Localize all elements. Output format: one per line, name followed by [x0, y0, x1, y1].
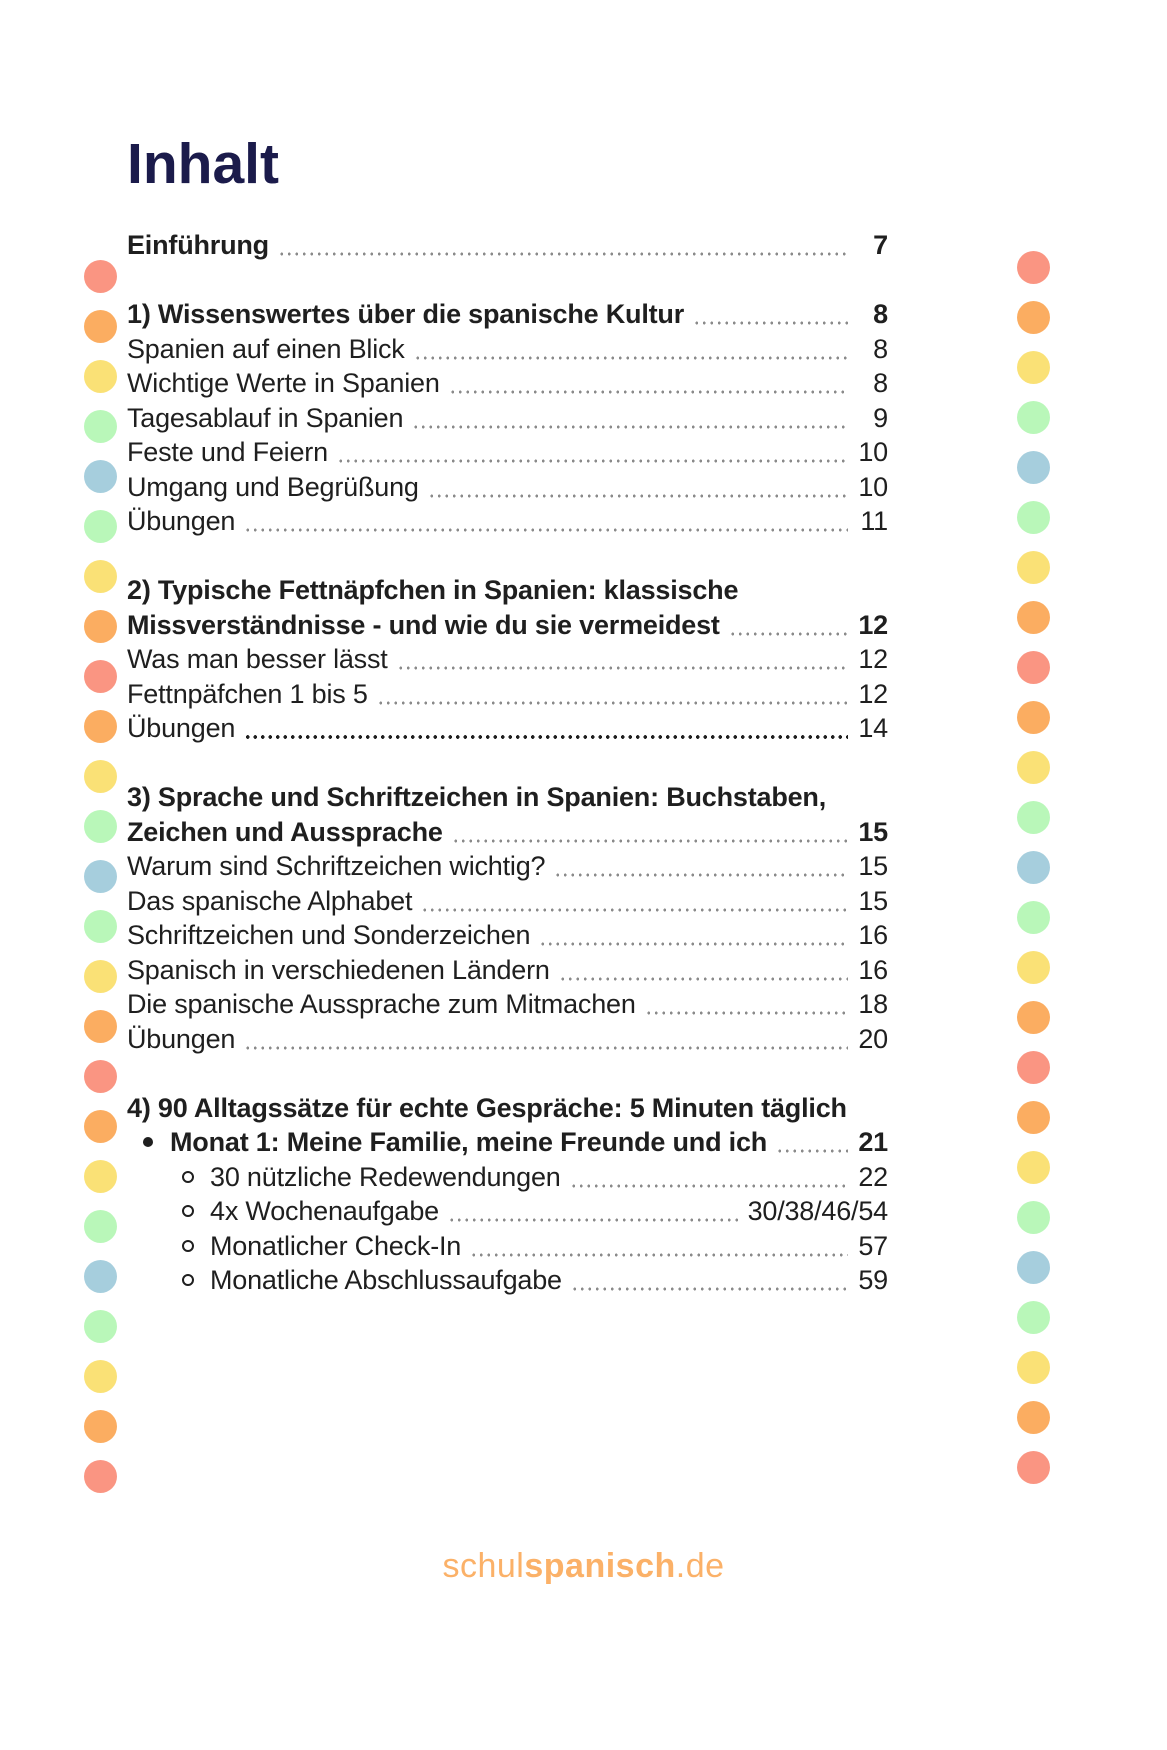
toc-entry-label: Spanisch in verschiedenen Ländern	[127, 954, 550, 985]
dot-leader	[570, 1160, 848, 1195]
table-of-contents	[127, 228, 888, 1298]
toc-page-number: 57	[858, 1230, 888, 1261]
toc-entry[interactable]	[127, 918, 888, 953]
bullet-circle-icon	[182, 1240, 194, 1252]
toc-entry[interactable]	[127, 1229, 888, 1264]
bullet-circle-icon	[182, 1205, 194, 1217]
toc-page-number: 16	[858, 920, 888, 950]
toc-page-number: 59	[858, 1265, 888, 1295]
toc-page-number: 12	[858, 644, 888, 674]
decor-dot	[84, 310, 117, 343]
decor-dot	[1017, 451, 1050, 484]
toc-entry-label: Monatlicher Check-In	[210, 1230, 462, 1261]
toc-entry[interactable]	[127, 815, 888, 850]
toc-entry-label: Was man besser lässt	[127, 644, 388, 674]
decor-dot	[1017, 1301, 1050, 1334]
toc-entry-label: Spanien auf einen Blick	[127, 333, 405, 364]
toc-section-gap	[127, 1056, 888, 1091]
decor-dot	[84, 610, 117, 643]
bullet-circle-icon	[182, 1171, 194, 1183]
toc-entry[interactable]	[127, 573, 888, 608]
dot-leader	[428, 470, 848, 505]
dot-leader	[244, 504, 848, 539]
toc-entry-label: Übungen	[127, 1023, 236, 1054]
toc-entry-label: Zeichen und Aussprache	[127, 816, 443, 847]
toc-entry[interactable]	[127, 297, 888, 332]
toc-entry[interactable]	[127, 1091, 888, 1126]
decor-dot	[1017, 501, 1050, 534]
toc-entry[interactable]	[127, 1125, 888, 1160]
decor-dot	[84, 1260, 117, 1293]
toc-entry[interactable]	[127, 332, 888, 367]
decor-dot	[1017, 1351, 1050, 1384]
toc-page-number: 22	[858, 1161, 888, 1192]
toc-page-number: 10	[858, 471, 888, 502]
toc-entry[interactable]	[127, 711, 888, 746]
toc-entry[interactable]	[127, 608, 888, 643]
toc-entry[interactable]	[127, 642, 888, 677]
decor-dot	[84, 810, 117, 843]
decor-dot	[84, 1410, 117, 1443]
dot-leader	[452, 815, 848, 850]
dot-leader	[645, 987, 848, 1022]
toc-entry[interactable]	[127, 504, 888, 539]
decor-dot	[1017, 851, 1050, 884]
toc-entry-label: Missverständnisse - und wie du sie vermeidest	[127, 609, 720, 640]
toc-entry-label: Tagesablauf in Spanien	[127, 402, 404, 433]
toc-entry[interactable]	[127, 435, 888, 470]
dot-leader	[244, 1022, 848, 1057]
dot-leader	[559, 953, 848, 988]
toc-entry-label: Monat 1: Meine Familie, meine Freunde und ich	[170, 1127, 768, 1157]
toc-page-number: 15	[858, 885, 888, 916]
toc-entry-label: 4) 90 Alltagssätze für echte Gespräche: 5 Minuten täglich	[127, 1092, 847, 1123]
toc-entry-label: Fettnpäfchen 1 bis 5	[127, 678, 368, 709]
decor-dot	[84, 760, 117, 793]
decor-dot	[1017, 651, 1050, 684]
decor-dot	[1017, 1051, 1050, 1084]
page-title: Inhalt	[127, 132, 279, 197]
footer-logo-brand: spanisch	[524, 1547, 676, 1585]
toc-section-gap	[127, 539, 888, 574]
toc-page-number: 16	[858, 954, 888, 985]
decor-dot	[1017, 1151, 1050, 1184]
decor-dot	[84, 960, 117, 993]
decor-dot	[84, 910, 117, 943]
toc-page-number: 11	[860, 506, 888, 536]
toc-page-number: 21	[858, 1127, 888, 1157]
toc-page-number: 14	[858, 713, 888, 743]
dot-leader	[448, 1194, 738, 1229]
dot-leader	[278, 228, 848, 263]
toc-entry-label: 30 nützliche Redewendungen	[210, 1161, 561, 1192]
decor-dot	[1017, 751, 1050, 784]
dot-leader	[571, 1263, 848, 1298]
toc-entry[interactable]	[127, 677, 888, 712]
toc-entry[interactable]	[127, 1194, 888, 1229]
decor-dot	[84, 1160, 117, 1193]
toc-entry-label: Übungen	[127, 713, 236, 743]
toc-section-gap	[127, 263, 888, 298]
decor-dot	[1017, 401, 1050, 434]
decor-dot	[84, 710, 117, 743]
toc-entry[interactable]	[127, 953, 888, 988]
footer-logo-tld: .de	[675, 1547, 725, 1585]
decor-dot	[1017, 1401, 1050, 1434]
decor-dot	[84, 360, 117, 393]
dot-leader	[377, 677, 848, 712]
toc-entry-label: Feste und Feiern	[127, 437, 328, 467]
decor-dot	[84, 560, 117, 593]
toc-page-number: 15	[858, 816, 888, 847]
toc-entry-label: Einführung	[127, 230, 269, 260]
toc-page-number: 8	[873, 333, 888, 364]
decor-dot	[1017, 701, 1050, 734]
toc-entry[interactable]	[127, 366, 888, 401]
decor-dot	[84, 460, 117, 493]
decor-dot	[84, 660, 117, 693]
toc-page-number: 12	[858, 678, 888, 709]
footer-logo	[0, 1547, 1167, 1586]
dot-leader	[337, 435, 848, 470]
dot-leader	[554, 849, 848, 884]
toc-page-number: 30/38/46/54	[747, 1196, 888, 1226]
toc-entry[interactable]	[127, 401, 888, 436]
toc-entry[interactable]	[127, 1160, 888, 1195]
toc-entry-label: Übungen	[127, 506, 236, 536]
decor-dot	[1017, 901, 1050, 934]
toc-entry[interactable]	[127, 780, 888, 815]
toc-page-number: 10	[858, 437, 888, 467]
decor-dot	[84, 410, 117, 443]
toc-entry[interactable]	[127, 849, 888, 884]
dot-leader	[776, 1125, 848, 1160]
toc-entry-label: Warum sind Schriftzeichen wichtig?	[127, 851, 546, 881]
toc-page-number: 7	[873, 230, 888, 260]
decor-dot	[84, 1310, 117, 1343]
toc-entry[interactable]	[127, 987, 888, 1022]
decor-dot	[84, 1460, 117, 1493]
decor-dot	[1017, 1101, 1050, 1134]
toc-entry[interactable]	[127, 1263, 888, 1298]
toc-page-number: 8	[873, 368, 888, 398]
toc-entry-label: Umgang und Begrüßung	[127, 471, 419, 502]
bullet-disc-icon	[143, 1137, 153, 1147]
toc-entry[interactable]	[127, 1022, 888, 1057]
dot-leader	[412, 401, 848, 436]
toc-entry-label: Die spanische Aussprache zum Mitmachen	[127, 989, 636, 1019]
decor-dot	[1017, 601, 1050, 634]
toc-entry-label: Monatliche Abschlussaufgabe	[210, 1265, 562, 1295]
decor-dot	[1017, 1451, 1050, 1484]
toc-entry[interactable]	[127, 470, 888, 505]
dot-leader	[539, 918, 848, 953]
decor-dot	[84, 1210, 117, 1243]
toc-entry-label: Wichtige Werte in Spanien	[127, 368, 440, 398]
toc-entry-label: 1) Wissenswertes über die spanische Kultur	[127, 299, 685, 329]
toc-entry-label: 3) Sprache und Schriftzeichen in Spanien: Buchstaben,	[127, 782, 827, 812]
toc-page-number: 15	[858, 851, 888, 881]
dot-leader	[421, 884, 848, 919]
decor-dot	[84, 260, 117, 293]
toc-entry-label: 4x Wochenaufgabe	[210, 1196, 439, 1226]
decor-dot	[84, 1060, 117, 1093]
dot-leader	[693, 297, 848, 332]
dot-leader	[449, 366, 848, 401]
decor-dot	[84, 510, 117, 543]
decor-dot	[1017, 551, 1050, 584]
decor-dot	[1017, 301, 1050, 334]
toc-entry-label: 2) Typische Fettnäpfchen in Spanien: klassische	[127, 575, 739, 605]
footer-logo-pre: schul	[442, 1547, 525, 1585]
dot-leader	[729, 608, 848, 643]
dot-leader	[397, 642, 848, 677]
decor-dot	[1017, 801, 1050, 834]
decor-dot	[1017, 251, 1050, 284]
dot-leader	[414, 332, 848, 367]
toc-page-number: 18	[858, 989, 888, 1019]
decor-dot	[1017, 951, 1050, 984]
bullet-circle-icon	[182, 1274, 194, 1286]
decor-dot	[1017, 1251, 1050, 1284]
toc-entry[interactable]	[127, 884, 888, 919]
toc-page-number: 12	[858, 609, 888, 640]
toc-page-number: 20	[858, 1023, 888, 1054]
toc-page-number: 9	[873, 402, 888, 433]
decor-dot	[1017, 1201, 1050, 1234]
toc-entry-label: Das spanische Alphabet	[127, 885, 413, 916]
decor-dot	[84, 1010, 117, 1043]
dot-leader	[470, 1229, 848, 1264]
toc-entry-label: Schriftzeichen und Sonderzeichen	[127, 920, 531, 950]
toc-page-number: 8	[873, 299, 888, 329]
toc-entry[interactable]	[127, 228, 888, 263]
decor-dot	[1017, 351, 1050, 384]
decor-dot	[84, 1360, 117, 1393]
dot-leader	[244, 711, 848, 746]
toc-section-gap	[127, 746, 888, 781]
decor-dot	[84, 860, 117, 893]
decor-dot	[84, 1110, 117, 1143]
decor-dot	[1017, 1001, 1050, 1034]
